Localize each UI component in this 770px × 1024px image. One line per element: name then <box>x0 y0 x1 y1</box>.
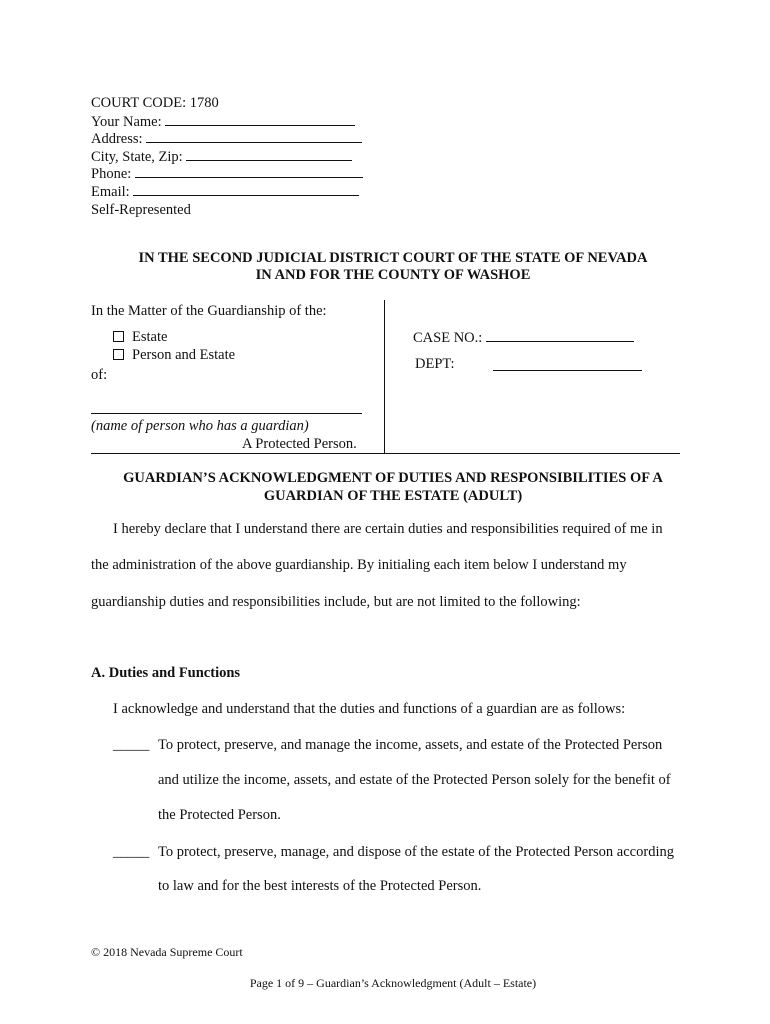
item2-line1: To protect, preserve, manage, and dispose of the estate of the Protected Person according <box>158 844 674 860</box>
option-estate[interactable] <box>113 328 167 346</box>
your-name-field[interactable] <box>165 112 355 126</box>
phone-row <box>91 164 363 183</box>
form-title-line2: GUARDIAN OF THE ESTATE (ADULT) <box>263 488 523 504</box>
page-footer: Page 1 of 9 – Guardian’s Acknowledgment (Adult – Estate) <box>249 976 537 990</box>
person-estate-checkbox[interactable] <box>113 349 124 360</box>
email-row <box>91 182 359 201</box>
address-row <box>91 129 362 148</box>
option-person-estate[interactable] <box>113 346 235 364</box>
caption-divider-vertical <box>384 300 385 454</box>
option-estate-label: Estate <box>132 329 168 345</box>
estate-checkbox[interactable] <box>113 331 124 342</box>
protected-person-name-field[interactable] <box>91 413 362 414</box>
intro-line3: guardianship duties and responsibilities include, but are not limited to the following: <box>91 594 581 610</box>
copyright: © 2018 Nevada Supreme Court <box>91 945 243 959</box>
name-hint: (name of person who has a guardian) <box>91 418 309 434</box>
court-code: COURT CODE: 1780 <box>91 95 219 111</box>
address-label: Address: <box>91 131 143 147</box>
item2-line2: to law and for the best interests of the Protected Person. <box>158 878 482 894</box>
of-label: of: <box>91 367 108 383</box>
section-a-lead: I acknowledge and understand that the duties and functions of a guardian are as follows: <box>113 701 626 717</box>
your-name-label: Your Name: <box>91 114 162 130</box>
item1-line2: and utilize the income, assets, and estate of the Protected Person solely for the benefit of <box>158 772 671 788</box>
case-no-label: CASE NO.: <box>413 330 483 346</box>
case-no-row <box>413 328 634 347</box>
phone-label: Phone: <box>91 166 132 182</box>
item1-line1: To protect, preserve, and manage the income, assets, and estate of the Protected Person <box>158 737 663 753</box>
protected-person-label: A Protected Person. <box>242 436 357 452</box>
city-label: City, State, Zip: <box>91 149 183 165</box>
court-heading-line2: IN AND FOR THE COUNTY OF WASHOE <box>255 267 531 283</box>
dept-field[interactable] <box>493 370 642 371</box>
caption-divider-horizontal <box>91 453 680 454</box>
phone-field[interactable] <box>135 164 363 178</box>
email-label: Email: <box>91 184 130 200</box>
case-no-field[interactable] <box>486 328 634 342</box>
intro-line1: I hereby declare that I understand there are certain duties and responsibilities required of me in <box>113 521 663 537</box>
city-field[interactable] <box>186 147 352 161</box>
item1-line3: the Protected Person. <box>158 807 281 823</box>
section-a-heading: A. Duties and Functions <box>91 665 241 681</box>
matter-text: In the Matter of the Guardianship of the: <box>91 303 327 319</box>
form-title-line1: GUARDIAN’S ACKNOWLEDGMENT OF DUTIES AND RESPONSIBILITIES OF A <box>123 470 663 486</box>
address-field[interactable] <box>146 129 362 143</box>
item2-initial-blank[interactable]: _____ <box>113 844 150 860</box>
email-field[interactable] <box>133 182 359 196</box>
item1-initial-blank[interactable]: _____ <box>113 737 150 753</box>
dept-label: DEPT: <box>415 356 455 372</box>
court-heading-line1: IN THE SECOND JUDICIAL DISTRICT COURT OF THE STATE OF NEVADA <box>138 250 648 266</box>
self-represented: Self-Represented <box>91 202 191 218</box>
option-person-estate-label: Person and Estate <box>132 347 236 363</box>
intro-line2: the administration of the above guardianship. By initialing each item below I understand my <box>91 557 627 573</box>
